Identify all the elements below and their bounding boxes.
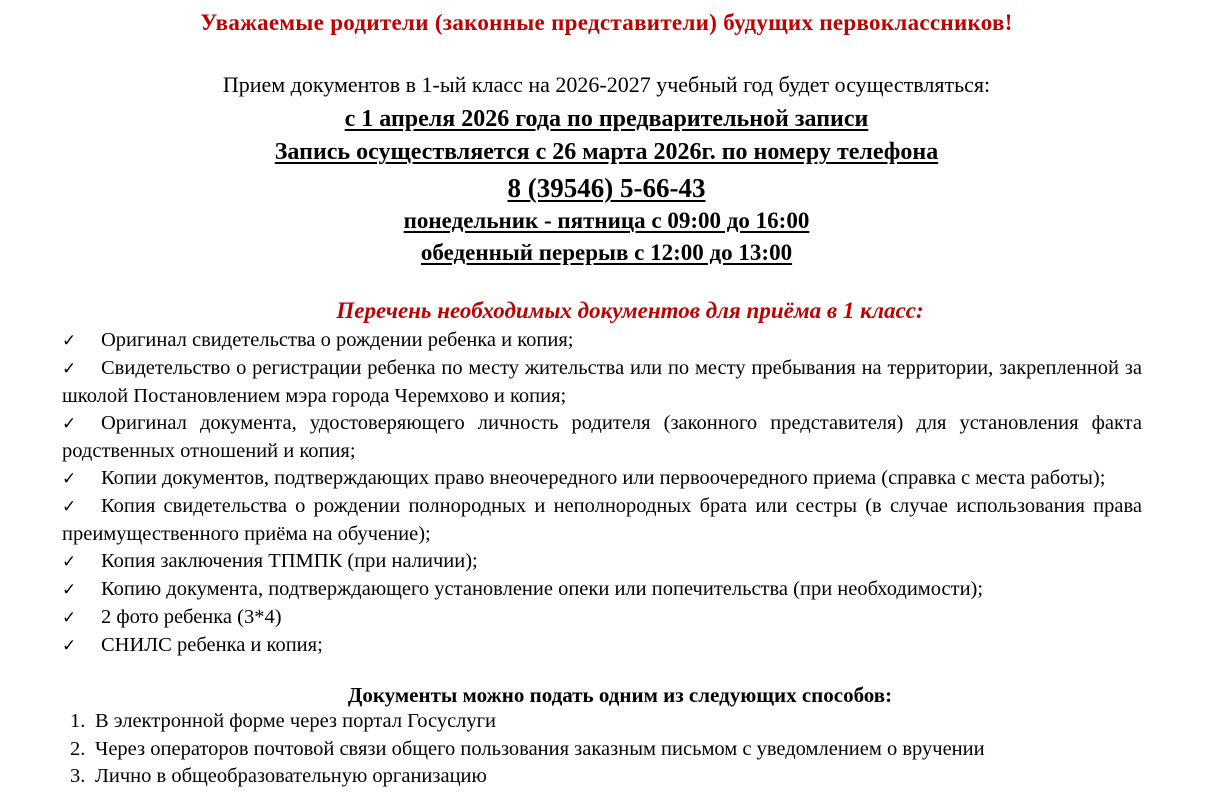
working-hours: понедельник - пятница с 09:00 до 16:00: [403, 208, 810, 233]
lunch-break: обеденный перерыв с 12:00 до 13:00: [420, 240, 793, 265]
list-item: [62, 604, 1142, 632]
list-item-text: СНИЛС ребенка и копия;: [101, 634, 323, 656]
check-icon: ✓: [62, 469, 77, 489]
list-item: [70, 708, 1190, 736]
documents-list: [62, 327, 1142, 660]
phone-number: 8 (39546) 5-66-43: [507, 173, 706, 203]
list-item: [62, 493, 1142, 548]
list-item: [70, 736, 1190, 764]
list-item-text: Копии документов, подтверждающих право внеочередного или первоочередного приема (справка с места работы);: [101, 467, 1106, 489]
list-item: [70, 763, 1190, 791]
check-icon: ✓: [62, 608, 77, 628]
list-item-text: Свидетельство о регистрации ребенка по месту жительства или по месту пребывания на территории, закрепленной за школой Постановлением мэра города Черемхово и копия;: [62, 357, 1142, 407]
list-item-text: Копия свидетельства о рождении полнородных и неполнородных брата или сестры (в случае использования права преимущественного приёма на обучение);: [62, 495, 1142, 545]
list-item: [62, 632, 1142, 660]
check-icon: ✓: [62, 552, 77, 572]
submission-ways-heading: Документы можно подать одним из следующих способов:: [347, 683, 893, 707]
list-item-text: 2 фото ребенка (3*4): [101, 606, 282, 628]
schedule-start: с 1 апреля 2026 года по предварительной записи: [344, 106, 869, 132]
list-item-text: Через операторов почтовой связи общего пользования заказным письмом с уведомлением о вручении: [95, 737, 985, 760]
list-number: 1.: [70, 710, 86, 732]
list-number: 3.: [70, 765, 86, 787]
list-item-text: Лично в общеобразовательную организацию: [95, 765, 487, 787]
check-icon: ✓: [62, 359, 77, 379]
list-number: 2.: [70, 737, 86, 760]
check-icon: ✓: [62, 414, 77, 434]
check-icon: ✓: [62, 331, 77, 351]
list-item-text: Копию документа, подтверждающего установление опеки или попечительства (при необходимости);: [101, 578, 984, 600]
page-title: Уважаемые родители (законные представители) будущих первоклассников!: [200, 10, 1013, 35]
list-item-text: Оригинал свидетельства о рождении ребенка и копия;: [101, 329, 574, 351]
list-item: [62, 576, 1142, 604]
list-item-text: В электронной форме через портал Госуслуги: [95, 710, 497, 732]
documents-heading: Перечень необходимых документов для приёма в 1 класс:: [336, 298, 924, 323]
list-item: [62, 410, 1142, 465]
list-item: [62, 548, 1142, 576]
check-icon: ✓: [62, 497, 77, 517]
intro-text: Прием документов в 1-ый класс на 2026-2027 учебный год будет осуществляться:: [222, 72, 991, 97]
check-icon: ✓: [62, 636, 77, 656]
check-icon: ✓: [62, 580, 77, 600]
schedule-registration: Запись осуществляется с 26 марта 2026г. по номеру телефона: [274, 139, 939, 165]
list-item: [62, 465, 1142, 493]
list-item-text: Оригинал документа, удостоверяющего личность родителя (законного представителя) для установления факта родственных отношений и копия;: [62, 412, 1142, 462]
list-item-text: Копия заключения ТПМПК (при наличии);: [101, 550, 478, 572]
submission-ways-list: [70, 708, 1190, 791]
list-item: [62, 355, 1142, 410]
list-item: [62, 327, 1142, 355]
